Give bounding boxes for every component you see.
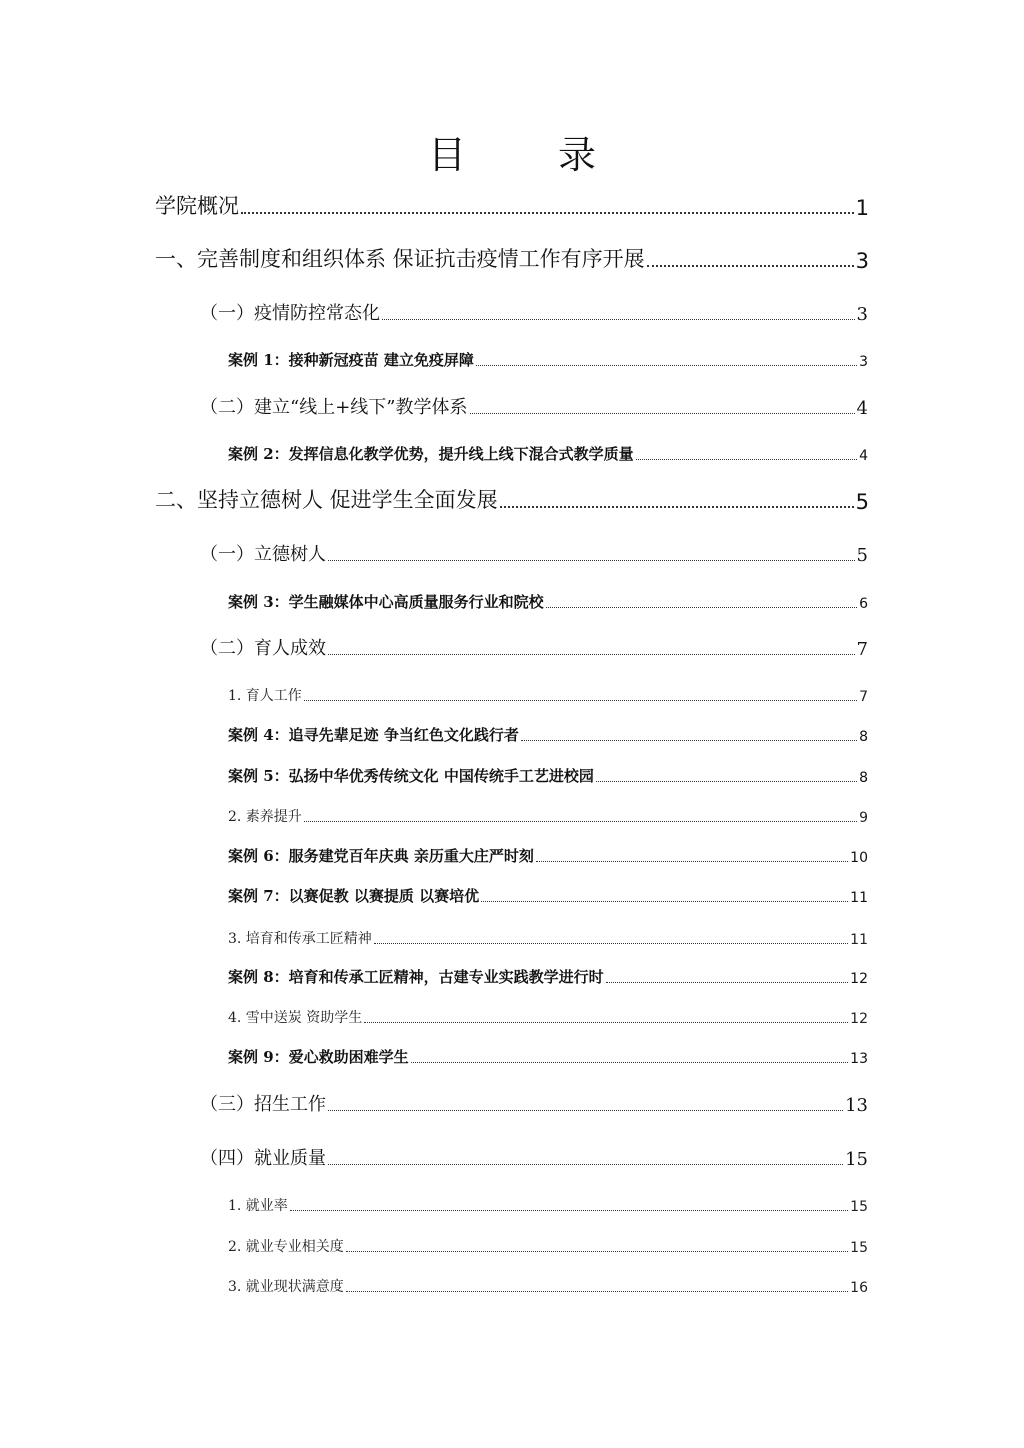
toc-entry-page: 12: [850, 971, 868, 987]
toc-entry-label: 4. 雪中送炭 资助学生: [228, 1010, 363, 1026]
toc-entry-label: （一）立德树人: [200, 544, 326, 565]
toc-leader-dots: [346, 1291, 848, 1292]
toc-leader-dots: [596, 781, 857, 782]
toc-leader-dots: [536, 861, 848, 862]
toc-entry-label: 2. 素养提升: [228, 809, 302, 825]
toc-entry-page: 5: [855, 490, 869, 514]
toc-entry-page: 16: [850, 1280, 868, 1296]
toc-leader-dots: [241, 212, 854, 214]
toc-entry[interactable]: [228, 348, 868, 370]
toc-leader-dots: [476, 365, 857, 366]
toc-leader-dots: [304, 821, 857, 822]
toc-entry-page: 9: [859, 810, 868, 826]
toc-entry-page: 7: [856, 639, 868, 660]
toc-entry-label: （二）建立“线上+线下”教学体系: [200, 397, 468, 418]
toc-entry-label: 学院概况: [155, 194, 239, 218]
toc-entry-page: 4: [859, 448, 868, 464]
toc-entry-page: 4: [856, 398, 868, 419]
toc-entry-label: 一、完善制度和组织体系 保证抗击疫情工作有序开展: [155, 247, 645, 271]
toc-leader-dots: [290, 1210, 848, 1211]
toc-entry[interactable]: [200, 1090, 868, 1116]
toc-entry-page: 8: [859, 729, 868, 745]
toc-leader-dots: [328, 1164, 843, 1165]
toc-entry-label: （二）育人成效: [200, 638, 326, 659]
toc-leader-dots: [521, 740, 857, 741]
toc-entry[interactable]: [228, 1193, 868, 1215]
toc-entry-page: 15: [850, 1199, 868, 1215]
toc-entry-label: 案例 3：学生融媒体中心高质量服务行业和院校: [228, 593, 544, 611]
toc-entry-page: 7: [859, 689, 868, 705]
toc-entry[interactable]: [228, 1005, 868, 1027]
toc-leader-dots: [346, 1251, 848, 1252]
toc-entry-page: 5: [856, 545, 868, 566]
toc-entry-page: 6: [859, 596, 868, 612]
toc-entry-page: 15: [850, 1240, 868, 1256]
toc-entry-page: 13: [850, 1051, 868, 1067]
toc-entry-page: 15: [845, 1149, 868, 1170]
toc-leader-dots: [411, 1062, 849, 1063]
toc-entry-label: 案例 7：以赛促教 以赛提质 以赛培优: [228, 887, 480, 905]
toc-entry-label: 案例 1：接种新冠疫苗 建立免疫屏障: [228, 351, 474, 369]
toc-entry-page: 3: [855, 249, 869, 273]
toc-entry[interactable]: [200, 299, 868, 325]
toc-title: 目 录: [427, 133, 637, 177]
toc-leader-dots: [647, 265, 854, 267]
toc-entry-label: 1. 育人工作: [228, 688, 302, 704]
toc-entry[interactable]: [228, 844, 868, 866]
toc-entry-page: 12: [850, 1011, 868, 1027]
toc-entry-label: 案例 4：追寻先辈足迹 争当红色文化践行者: [228, 726, 519, 744]
toc-entry[interactable]: [228, 1045, 868, 1067]
toc-entry[interactable]: [228, 764, 868, 786]
toc-entry[interactable]: [155, 484, 869, 514]
toc-entry-label: 二、坚持立德树人 促进学生全面发展: [155, 488, 498, 512]
toc-entry-label: 2. 就业专业相关度: [228, 1239, 344, 1255]
toc-entry[interactable]: [228, 723, 868, 745]
toc-entry-label: （三）招生工作: [200, 1094, 326, 1115]
toc-entry-label: 案例 5：弘扬中华优秀传统文化 中国传统手工艺进校园: [228, 767, 594, 785]
toc-entry[interactable]: [155, 243, 869, 273]
toc-entry[interactable]: [200, 393, 868, 419]
toc-leader-dots: [328, 1110, 843, 1111]
toc-leader-dots: [636, 459, 857, 460]
toc-entry-page: 10: [850, 850, 868, 866]
toc-entry-label: 3. 就业现状满意度: [228, 1279, 344, 1295]
toc-leader-dots: [328, 560, 855, 561]
toc-entry-label: 案例 9：爱心救助困难学生: [228, 1048, 409, 1066]
toc-entry[interactable]: [228, 965, 868, 987]
toc-entry[interactable]: [200, 1144, 868, 1170]
toc-entry-label: （四）就业质量: [200, 1148, 326, 1169]
toc-entry-page: 11: [850, 890, 868, 906]
toc-entry-page: 3: [859, 354, 868, 370]
toc-entry-label: 1. 就业率: [228, 1198, 288, 1214]
toc-entry-label: 案例 8：培育和传承工匠精神，古建专业实践教学进行时: [228, 968, 604, 986]
toc-entry-label: 3. 培育和传承工匠精神: [228, 931, 372, 947]
toc-entry-label: （一）疫情防控常态化: [200, 303, 380, 324]
toc-entry[interactable]: [200, 634, 868, 660]
toc-leader-dots: [606, 982, 849, 983]
toc-entry[interactable]: [228, 590, 868, 612]
toc-entry[interactable]: [155, 190, 869, 220]
toc-entry-page: 11: [850, 932, 868, 948]
toc-leader-dots: [364, 1022, 848, 1023]
toc-entry-label: 案例 6：服务建党百年庆典 亲历重大庄严时刻: [228, 847, 534, 865]
toc-entry[interactable]: [228, 442, 868, 464]
toc-leader-dots: [481, 901, 848, 902]
toc-leader-dots: [470, 413, 855, 414]
toc-leader-dots: [328, 654, 855, 655]
toc-entry-page: 8: [859, 770, 868, 786]
toc-entry-page: 3: [856, 304, 868, 325]
toc-entry[interactable]: [228, 1274, 868, 1296]
toc-entry-label: 案例 2：发挥信息化教学优势，提升线上线下混合式教学质量: [228, 445, 634, 463]
toc-entry-page: 13: [845, 1095, 868, 1116]
toc-leader-dots: [382, 319, 855, 320]
toc-leader-dots: [546, 607, 857, 608]
toc-leader-dots: [374, 943, 848, 944]
toc-entry[interactable]: [228, 804, 868, 826]
toc-entry[interactable]: [228, 884, 868, 906]
toc-entry-page: 1: [855, 196, 869, 220]
toc-entry[interactable]: [228, 683, 868, 705]
toc-leader-dots: [500, 506, 854, 508]
toc-entry[interactable]: [228, 926, 868, 948]
toc-leader-dots: [304, 700, 857, 701]
toc-entry[interactable]: [200, 540, 868, 566]
toc-entry[interactable]: [228, 1234, 868, 1256]
